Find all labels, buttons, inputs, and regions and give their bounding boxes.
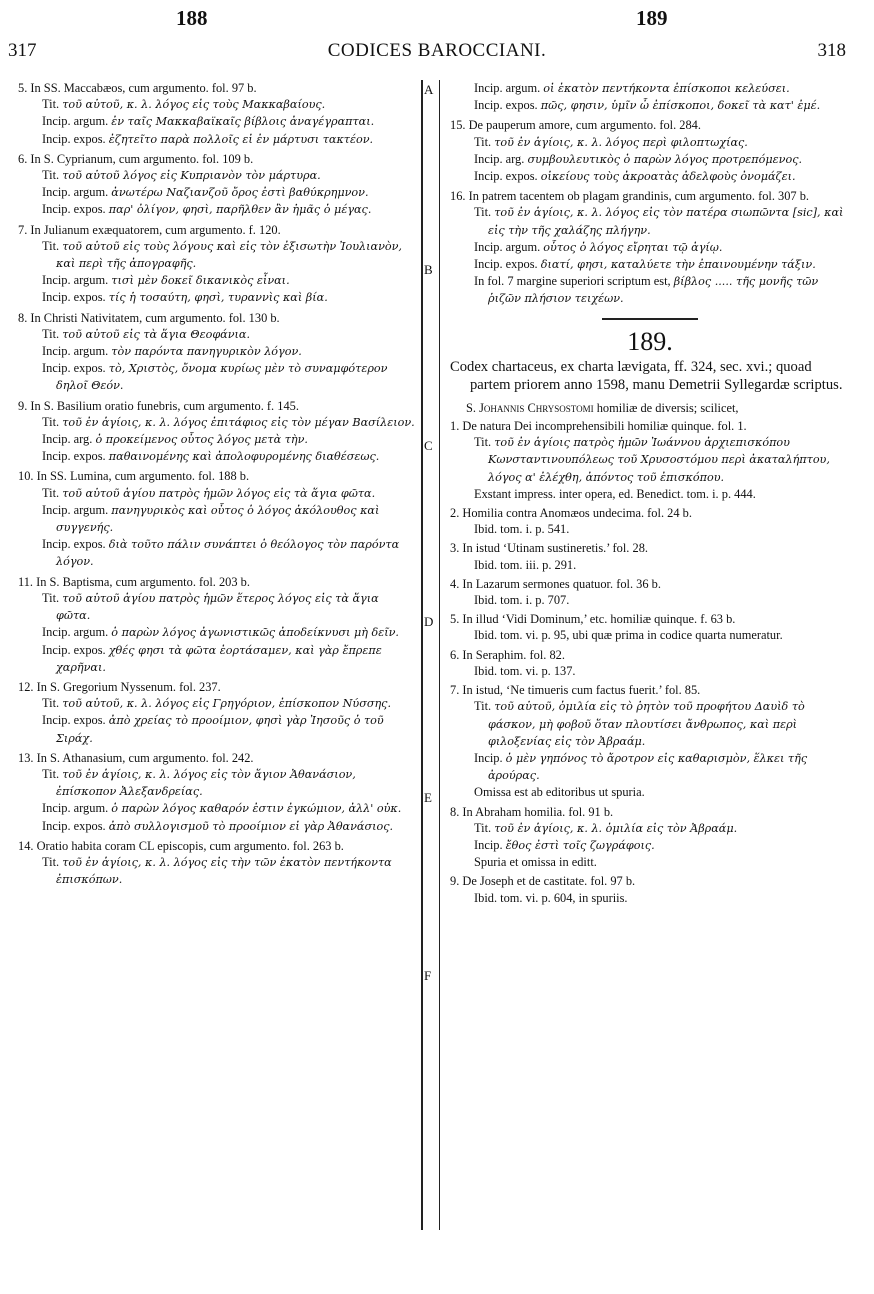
greek-text: χθές φησι τὰ φῶτα ἑορτάσαμεν, καὶ γὰρ ἔπρεπε χαρῆναι. [56,643,382,674]
catalogue-entry [450,647,850,679]
entry-heading: 9. In S. Basilium oratio funebris, cum argumento. f. 145. [18,398,299,413]
column-rule-right [439,80,440,1230]
codex-intro [450,400,850,416]
detail-label: Incip. arg. [42,432,93,447]
entry-detail [18,131,416,148]
entry-detail [450,820,850,837]
detail-label: Tit. [474,820,492,835]
detail-label: Tit. [474,699,492,714]
entry-heading: 9. De Joseph et de castitate. fol. 97 b. [450,874,636,889]
greek-text: οὗτος ὁ λόγος εἴρηται τῷ ἁγίῳ. [543,240,723,254]
codex-number: 189. [627,326,673,356]
greek-text: τίς ἡ τοσαύτη, φησὶ, τυραννὶς καὶ βία. [108,291,328,305]
entry-detail [18,289,416,306]
detail-label: Tit. [42,414,60,429]
catalogue-entry [18,80,416,148]
detail-label: Incip. argum. [42,502,109,517]
entry-detail [450,486,850,502]
entry-detail [18,184,416,201]
entry-detail [450,151,850,168]
entry-detail [450,521,850,537]
entry-detail [450,784,850,800]
detail-label: Incip. expos. [42,361,106,376]
detail-label: Incip. expos. [42,537,106,552]
catalogue-entry [18,574,416,676]
greek-text: τὸ, Χριστὸς, ὄνομα κυρίως μὲν τὸ συναμφότερον δηλοῖ Θεόν. [56,362,388,393]
detail-label: Incip. expos. [474,257,538,272]
greek-text: οἰκείους τοὺς ἀκροατὰς ἀδελφοὺς ὀνομάζει. [540,170,796,184]
entry-detail [450,273,850,307]
catalogue-entry [18,222,416,307]
detail-label: Incip. expos. [474,98,538,113]
detail-label: Ibid. tom. vi. p. 137. [474,663,576,678]
entry-detail [450,592,850,608]
detail-label: Incip. argum. [42,185,109,200]
entry-detail [18,167,416,184]
entry-heading: 4. In Lazarum sermones quatuor. fol. 36 b. [450,576,661,591]
margin-letter-f: F [424,968,432,983]
greek-text: τοῦ ἐν ἁγίοις, κ. λ. λόγος εἰς τὸν ἅγιον Ἀθανάσιον, ἐπίσκοπον Ἀλεξανδρείας. [56,767,356,799]
detail-label: Tit. [42,326,60,341]
detail-label: Incip. expos. [42,449,106,464]
entry-detail [450,663,850,679]
greek-text: διὰ τοῦτο πάλιν συνάπτει ὁ θεόλογος τὸν παρόντα λόγον. [56,538,400,569]
entry-detail [18,360,416,394]
entry-heading: 13. In S. Athanasium, cum argumento. fol. 242. [18,750,254,765]
entry-detail [18,414,416,431]
entry-detail [450,204,850,238]
entry-detail [18,695,416,712]
entry-heading: 2. Homilia contra Anomæos undecima. fol. 24 b. [450,506,692,521]
greek-text: τισὶ μὲν δοκεῖ δικανικὸς εἶναι. [111,274,290,288]
margin-letter-c: C [424,438,433,453]
catalogue-entry [18,750,416,835]
detail-label: Tit. [42,696,60,711]
greek-text: ὁ παρὼν λόγος ἀγωνιστικῶς ἀποδείκνυσι μὴ δεῖν. [111,626,399,640]
greek-text: διατί, φησι, καταλύετε τὴν ἐπαινουμένην τάξιν. [540,258,816,272]
greek-text: τὸν παρόντα πανηγυρικὸν λόγον. [111,345,302,359]
entry-heading: 5. In SS. Maccabæos, cum argumento. fol. 97 b. [18,81,257,95]
detail-label: Incip. argum. [42,114,109,129]
entry-heading: 7. In Julianum exæquatorem, cum argumento. f. 120. [18,222,281,237]
greek-text: τοῦ ἐν ἁγίοις, κ. λ. λόγος περὶ φιλοπτωχίας. [494,135,748,149]
catalogue-entry [450,505,850,537]
catalogue-entry [450,80,850,114]
entry-detail [450,80,850,97]
detail-label: Tit. [42,485,60,500]
codex-author: S. Johannis Chrysostomi [466,400,594,415]
detail-label: Incip. expos. [42,290,106,305]
detail-label: Tit. [42,168,60,183]
entry-detail [450,239,850,256]
detail-label: Tit. [42,854,60,869]
entry-heading: 11. In S. Baptisma, cum argumento. fol. 203 b. [18,574,250,589]
greek-text: ὁ μὲν γηπόνος τὸ ἄροτρον εἰς καθαρισμὸν, ἕλκει τῆς ἀρούρας. [488,751,808,783]
entry-detail [450,97,850,114]
catalogue-entry [18,310,416,395]
greek-text: ἀνωτέρω Ναζιανζοῦ ὄρος ἐστὶ βαθύκρημνον. [111,186,369,200]
catalogue-entry [450,804,850,871]
detail-label: Tit. [42,97,60,112]
detail-label: Ibid. tom. vi. p. 604, in spuriis. [474,890,628,905]
detail-label: Tit. [42,590,60,605]
entry-detail [450,854,850,870]
greek-text: τοῦ ἐν ἁγίοις, κ. λ. λόγος εἰς τὴν τῶν ἑκατὸν πεντήκοντα ἐπισκόπων. [56,855,392,887]
detail-label: Incip. expos. [42,713,106,728]
detail-label: Incip. expos. [42,131,106,146]
entry-heading: 6. In S. Cyprianum, cum argumento. fol. 109 b. [18,151,254,166]
detail-label: Incip. [474,750,503,765]
codex-intro-rest: homiliæ de diversis; scilicet, [596,400,739,415]
entry-detail [450,557,850,573]
detail-label: Tit. [42,766,60,781]
detail-label: In fol. 7 margine superiori scriptum est, [474,274,671,289]
detail-label: Incip. expos. [42,818,106,833]
catalogue-entry [450,611,850,643]
greek-text: ὁ παρὼν λόγος καθαρόν ἐστιν ἐγκώμιον, ἀλλ' οὐκ. [111,802,402,816]
left-column [18,80,416,891]
greek-text: παθαινομένης καὶ ἀπολοφυρομένης διαθέσεως. [108,450,380,464]
page-number-left: 317 [8,40,37,61]
entry-heading: 3. In istud ‘Utinam sustineretis.’ fol. 28. [450,541,648,556]
detail-label: Incip. [474,837,503,852]
detail-label: Incip. argum. [42,344,109,359]
greek-text: τοῦ ἐν ἁγίοις, κ. λ. ὁμιλία εἰς τὸν Ἀβραάμ. [494,821,738,835]
greek-text: οἱ ἑκατὸν πεντήκοντα ἐπίσκοποι κελεύσει. [543,82,790,95]
greek-text: τοῦ ἐν ἁγίοις πατρὸς ἡμῶν Ἰωάννου ἀρχιεπισκόπου Κωνσταντινουπόλεως τοῦ Χρυσοστόμου περὶ ἀκαταλήπτου, λόγος α' ἐλέχθη, ἀπόντος τοῦ ἐπισκόπου. [488,436,830,484]
detail-label: Ibid. tom. iii. p. 291. [474,557,577,572]
detail-label: Incip. argum. [474,239,541,254]
codex-contents [450,418,850,906]
entry-detail [450,434,850,486]
entry-detail [18,96,416,113]
margin-letter-e: E [424,790,432,805]
page-number-right: 318 [817,40,846,61]
entry-heading: 6. In Seraphim. fol. 82. [450,647,565,662]
entry-detail [18,800,416,817]
detail-label: Ibid. tom. vi. p. 95, ubi quæ prima in codice quarta numeratur. [474,628,783,643]
entry-heading: 1. De natura Dei incomprehensibili homiliæ quinque. fol. 1. [450,419,747,434]
greek-text: ἔθος ἐστὶ τοῖς ζωγράφοις. [505,838,655,852]
margin-letter-d: D [424,614,434,629]
right-column-continuation [450,80,850,308]
catalogue-entry [18,838,416,889]
entry-detail [18,431,416,448]
greek-text: τοῦ αὐτοῦ εἰς τοὺς λόγους καὶ εἰς τὸν ἐξισωτὴν Ἰουλιανὸν, καὶ περὶ τῆς ἀπογραφῆς. [56,239,402,271]
catalogue-entry [18,468,416,570]
greek-text: παρ' ὀλίγον, φησὶ, παρῆλθεν ἂν ἡμᾶς ὁ μέγας. [108,203,372,217]
entry-detail [18,238,416,272]
entry-heading: 14. Oratio habita coram CL episcopis, cum argumento. fol. 263 b. [18,838,344,853]
detail-label: Tit. [474,134,492,149]
greek-text: ἐν ταῖς Μακκαβαϊκαῖς βίβλοις ἀναγέγραπται. [111,115,375,129]
greek-text: τοῦ ἐν ἁγίοις, κ. λ. λόγος ἐπιτάφιος εἰς τὸν μέγαν Βασίλειον. [62,415,415,429]
greek-text: πανηγυρικὸς καὶ οὗτος ὁ λόγος ἀκόλουθος καὶ συγγενής. [56,503,380,535]
entry-detail [18,854,416,888]
entry-detail [450,890,850,906]
codex-description: Codex chartaceus, ex charta lævigata, ff. 324, sec. xvi.; quoad partem priorem anno 1598, manu Demetrii Syllegardæ scriptus. [450,358,843,393]
entry-detail [450,698,850,750]
entry-heading: 10. In SS. Lumina, cum argumento. fol. 188 b. [18,469,250,484]
entry-detail [450,627,850,643]
catalogue-entry [450,117,850,185]
entry-heading: 12. In S. Gregorium Nyssenum. fol. 237. [18,679,221,694]
catalogue-entry [450,188,850,307]
greek-text: πῶς, φησιν, ὑμῖν ὦ ἐπίσκοποι, δοκεῖ τὰ κατ' ἐμέ. [540,99,821,113]
greek-text: βίβλος ..... τῆς μονῆς τῶν ῥιζῶν πλήσιον τειχέων. [488,275,819,306]
handwritten-page-right: 189 [636,6,668,30]
detail-label: Incip. arg. [474,151,525,166]
detail-label: Incip. expos. [42,202,106,217]
entry-heading: 15. De pauperum amore, cum argumento. fol. 284. [450,118,701,133]
detail-label: Incip. expos. [42,642,106,657]
margin-letter-a: A [424,82,434,97]
entry-detail [18,113,416,130]
detail-label: Incip. argum. [42,273,109,288]
greek-text: ἀπὸ συλλογισμοῦ τὸ προοίμιον εἰ γὰρ Ἀθανάσιος. [108,819,394,833]
entry-detail [18,201,416,218]
entry-detail [18,326,416,343]
entry-detail [18,536,416,570]
entry-detail [18,272,416,289]
greek-text: τοῦ ἐν ἁγίοις, κ. λ. λόγος εἰς τὸν πατέρα σιωπῶντα [sic], καὶ εἰς τὴν τῆς χαλάζης πλήγην. [488,206,844,237]
right-column [450,80,850,909]
greek-text: τοῦ αὐτοῦ, κ. λ. λόγος εἰς Γρηγόριον, ἐπίσκοπον Νύσσης. [62,697,392,711]
entry-detail [18,624,416,641]
greek-text: τοῦ αὐτοῦ ἁγίου πατρὸς ἡμῶν λόγος εἰς τὰ ἅγια φῶτα. [62,486,376,500]
catalogue-entry [18,398,416,466]
entry-detail [18,712,416,746]
entry-detail [450,256,850,273]
detail-label: Incip. argum. [42,625,109,640]
detail-label: Tit. [474,205,492,220]
detail-label: Incip. argum. [474,81,541,95]
greek-text: τοῦ αὐτοῦ, ὁμιλία εἰς τὸ ῥητὸν τοῦ προφήτου Δαυὶδ τὸ φάσκον, μὴ φοβοῦ ὅταν πλουτίσει ἄνθρωπος, καὶ περὶ φιλοξενίας εἰς τὸν Ἀβραάμ. [488,700,805,748]
entry-detail [450,134,850,151]
catalogue-entry [450,873,850,905]
entry-heading: 16. In patrem tacentem ob plagam grandinis, cum argumento. fol. 307 b. [450,189,810,204]
detail-label: Omissa est ab editoribus ut spuria. [474,785,645,800]
greek-text: τοῦ αὐτοῦ εἰς τὰ ἅγια Θεοφάνια. [62,327,251,341]
greek-text: τοῦ αὐτοῦ, κ. λ. λόγος εἰς τοὺς Μακκαβαίους. [62,98,326,112]
greek-text: ἐζητεῖτο παρὰ πολλοῖς εἰ ἐν μάρτυσι τακτέον. [108,132,374,146]
detail-label: Tit. [474,435,492,450]
greek-text: ὁ προκείμενος οὗτος λόγος μετὰ τὴν. [95,433,308,447]
entry-detail [450,168,850,185]
catalogue-entry [18,679,416,747]
handwritten-page-left: 188 [176,6,208,30]
running-header [0,40,874,68]
detail-label: Incip. argum. [42,801,109,816]
entry-detail [18,448,416,465]
entry-detail [18,343,416,360]
detail-label: Spuria et omissa in editt. [474,855,597,870]
entry-heading: 8. In Christi Nativitatem, cum argumento. fol. 130 b. [18,310,280,325]
entry-detail [18,590,416,624]
page-title: CODICES BAROCCIANI. [327,40,547,61]
detail-label: Ibid. tom. i. p. 707. [474,593,570,608]
entry-detail [450,837,850,854]
entry-detail [18,502,416,536]
catalogue-entry [450,682,850,800]
greek-text: τοῦ αὐτοῦ λόγος εἰς Κυπριανὸν τὸν μάρτυρα. [62,169,321,183]
entry-detail [450,750,850,784]
detail-label: Exstant impress. inter opera, ed. Benedict. tom. i. p. 444. [474,486,756,501]
entry-detail [18,642,416,676]
entry-heading: 5. In illud ‘Vidi Dominum,’ etc. homiliæ quinque. f. 63 b. [450,612,736,627]
catalogue-entry [450,576,850,608]
catalogue-entry [450,418,850,502]
entry-detail [18,818,416,835]
column-rule-left [421,80,423,1230]
detail-label: Incip. expos. [474,169,538,184]
margin-letter-b: B [424,262,433,277]
entry-heading: 8. In Abraham homilia. fol. 91 b. [450,804,614,819]
catalogue-entry [18,151,416,219]
greek-text: τοῦ αὐτοῦ ἁγίου πατρὸς ἡμῶν ἕτερος λόγος εἰς τὰ ἅγια φῶτα. [56,591,379,623]
greek-text: ἀπὸ χρείας τὸ προοίμιον, φησὶ γὰρ Ἰησοῦς ὁ τοῦ Σιράχ. [56,714,384,745]
entry-detail [18,485,416,502]
entry-detail [18,766,416,800]
section-rule [602,318,698,320]
greek-text: συμβουλευτικὸς ὁ παρὼν λόγος προτρεπόμενος. [527,152,803,166]
catalogue-entry [450,540,850,572]
detail-label: Tit. [42,238,60,253]
entry-heading: 7. In istud, ‘Ne timueris cum factus fuerit.’ fol. 85. [450,683,701,698]
detail-label: Ibid. tom. i. p. 541. [474,522,570,537]
